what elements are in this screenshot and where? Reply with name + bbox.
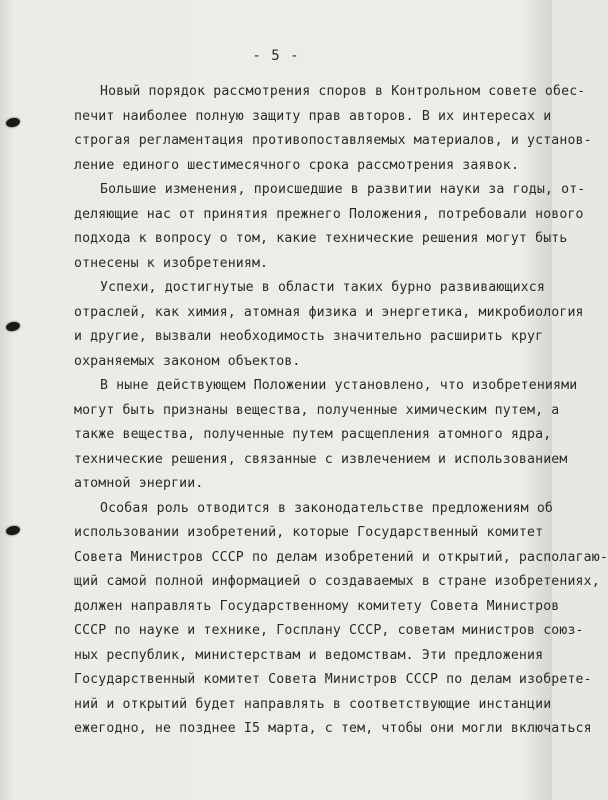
text-line: ление единого шестимесячного срока рассмотрения заявок. xyxy=(74,157,519,173)
text-line: щий самой полной информацией о создаваемых в стране изобретениях, xyxy=(74,574,600,589)
text-line: Большие изменения, происшедшие в развитии науки за годы, от- xyxy=(100,182,586,197)
punch-hole xyxy=(5,117,21,129)
paragraph xyxy=(74,178,586,276)
text-line: Новый порядок рассмотрения споров в Контрольном совете обес- xyxy=(100,84,586,99)
text-line: технические решения, связанные с извлечением и использованием xyxy=(74,451,568,467)
text-line: охраняемых законом объектов. xyxy=(74,353,301,369)
paragraph xyxy=(74,374,578,497)
text-line: должен направлять Государственному комитету Совета Министров xyxy=(74,598,560,614)
text-line: СССР по науке и технике, Госплану СССР, советам министров союз- xyxy=(74,623,584,638)
text-line: Государственный комитет Совета Министров СССР по делам изобрете- xyxy=(74,672,592,687)
text-line: В ныне действующем Положении установлено, что изобретениями xyxy=(100,378,578,393)
page-number: - 5 - xyxy=(252,48,300,64)
punch-hole xyxy=(5,525,21,537)
text-line: атомной энергии. xyxy=(74,476,204,491)
text-line: отраслей, как химия, атомная физика и энергетика, микробиология xyxy=(74,304,584,320)
text-line: ных республик, министерствам и ведомствам. Эти предложения xyxy=(74,647,544,663)
paragraph xyxy=(74,80,592,178)
text-line: печит наиболее полную защиту прав авторов. В их интересах и xyxy=(74,108,552,124)
text-line: отнесены к изобретениям. xyxy=(74,255,269,271)
text-line: могут быть признаны вещества, полученные химическим путем, а xyxy=(74,402,560,418)
punch-hole xyxy=(5,321,21,333)
text-line: ежегодно, не позднее I5 марта, с тем, чтобы они могли включаться xyxy=(74,721,592,736)
text-line: также вещества, полученные путем расщепления атомного ядра, xyxy=(74,427,552,442)
paragraph xyxy=(74,276,584,374)
text-line: строгая регламентация противопоставляемых материалов, и установ- xyxy=(74,133,592,148)
text-line: Особая роль отводится в законодательстве предложениям об xyxy=(100,500,554,516)
text-line: Совета Министров СССР по делам изобретений и открытий, располагаю- xyxy=(74,549,608,565)
text-line: ний и открытий будет направлять в соответствующие инстанции xyxy=(74,696,552,712)
document-body xyxy=(74,80,608,742)
text-line: использовании изобретений, которые Государственный комитет xyxy=(74,525,544,540)
text-line: подхода к вопросу о том, какие технические решения могут быть xyxy=(74,231,568,246)
paragraph xyxy=(74,497,608,742)
text-line: Успехи, достигнутые в области таких бурно развивающихся xyxy=(100,280,545,295)
text-line: деляющие нас от принятия прежнего Положения, потребовали нового xyxy=(74,206,584,222)
text-line: и другие, вызвали необходимость значительно расширить круг xyxy=(74,329,544,344)
